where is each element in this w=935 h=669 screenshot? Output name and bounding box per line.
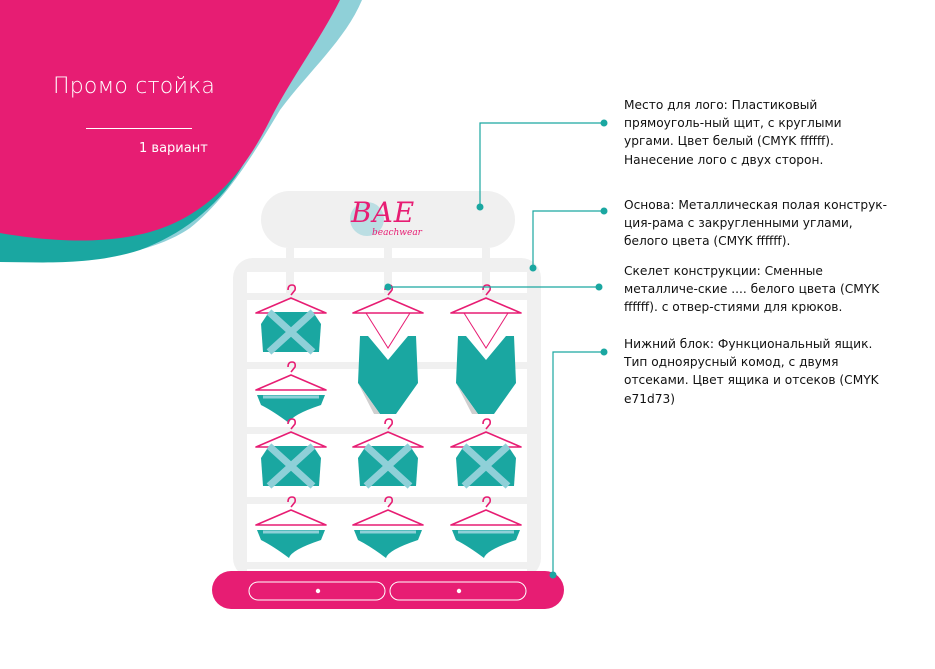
- annotation-base: Основа: Металлическая полая конструк-ция-рама с закругленными углами, белого цвета (CMYK ffffff).: [624, 198, 888, 249]
- title-divider: [86, 128, 192, 129]
- logo-tagline: beachwear: [372, 228, 422, 238]
- leader-bottom: [553, 352, 604, 575]
- bottom-drawer-block: [212, 571, 564, 609]
- annotation-logo-place: Место для лого: Пластиковый прямоуголь-ный щит, с круглыми ургами. Цвет белый (CMYK ffffff). Нанесение лого с двух сторон.: [624, 98, 842, 167]
- annotation-bottom-block: Нижний блок: Функциональный ящик. Тип одноярусный комод, с двумя отсеками. Цвет ящика и отсеков (CMYK e71d73): [624, 337, 879, 406]
- drawer-knob-left: [316, 589, 320, 593]
- page-subtitle: 1 вариант: [139, 141, 208, 156]
- leader-base: [533, 211, 604, 268]
- logo-brand: BAE: [351, 196, 416, 229]
- annotation-skeleton: Скелет конструкции: Сменные металличе-ские .... белого цвета (CMYK ffffff). с отвер-стиями для крюков.: [624, 264, 880, 315]
- drawer-knob-right: [457, 589, 461, 593]
- page-title: Промо стойка: [53, 74, 216, 99]
